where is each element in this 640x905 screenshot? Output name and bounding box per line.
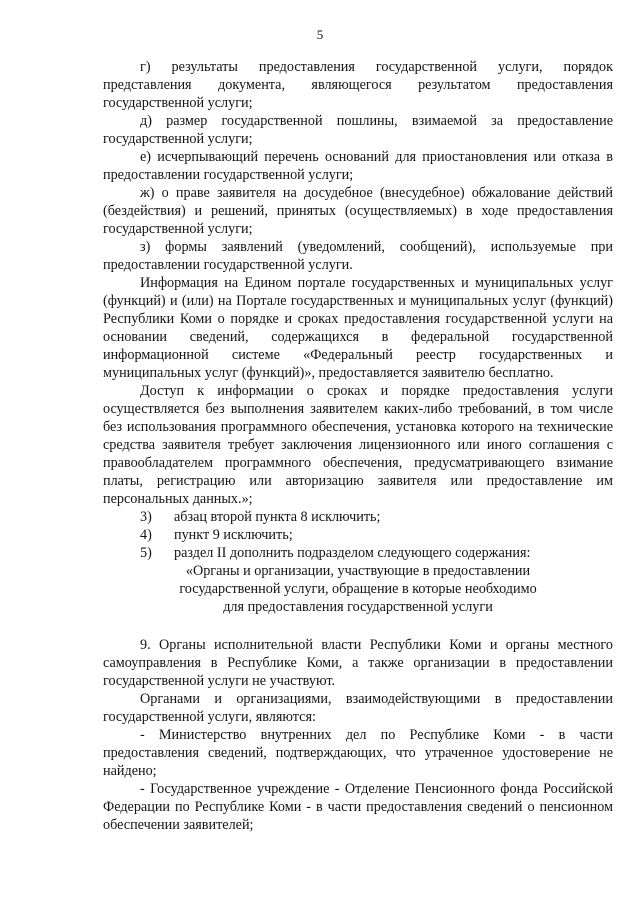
item-z: з) формы заявлений (уведомлений, сообщений), используемые при предоставлении государственной услуги. (103, 239, 613, 273)
amendment-5 (103, 544, 613, 562)
amendment-number: 5) (140, 545, 152, 561)
document-body (103, 58, 613, 834)
amendment-4 (103, 526, 613, 544)
paragraph-orgs: Органами и организациями, взаимодействующими в предоставлении государственной услуги, являются: (103, 691, 613, 725)
heading-line: «Органы и организации, участвующие в предоставлении (185, 563, 531, 579)
amendment-number: 4) (140, 527, 152, 543)
amendment-3 (103, 508, 613, 526)
amendment-text: абзац второй пункта 8 исключить; (174, 509, 381, 525)
paragraph-info: Информация на Едином портале государственных и муниципальных услуг (функций) и (или) на Портале государственных и муниципальных услуг (функций) Республики Коми о порядке и сроках предоставления государственной услуги на основании сведений, содержащихся в федеральной государственной информационной системе «Федеральный реестр государственных и муниципальных услуг (функций)», предоставляется заявителю бесплатно. (103, 275, 613, 381)
heading-line: для предоставления государственной услуги (223, 599, 493, 615)
item-zh: ж) о праве заявителя на досудебное (внесудебное) обжалование действий (бездействия) и решений, принятых (осуществляемых) в ходе предоставления государственной услуги; (103, 185, 613, 237)
spacer (103, 616, 613, 636)
page-number: 5 (316, 27, 324, 42)
paragraph-mvd: - Министерство внутренних дел по Республике Коми - в части предоставления сведений, подтверждающих, что утраченное удостоверение не найдено; (103, 727, 613, 779)
amendment-text: раздел II дополнить подразделом следующего содержания: (174, 545, 531, 561)
paragraph-access: Доступ к информации о сроках и порядке предоставления услуги осуществляется без выполнения заявителем каких-либо требований, в том числе без использования программного обеспечения, установка которого на технические средства заявителя требует заключения лицензионного или иного соглашения с правообладателем программного обеспечения, предусматривающего взимание платы, регистрацию или авторизацию заявителя или предоставление им персональных данных.»; (103, 383, 613, 507)
paragraph-pfr: - Государственное учреждение - Отделение Пенсионного фонда Российской Федерации по Республике Коми - в части предоставления сведений о пенсионном обеспечении заявителей; (103, 781, 613, 833)
amendment-number: 3) (140, 509, 152, 525)
item-d: д) размер государственной пошлины, взимаемой за предоставление государственной услуги; (103, 113, 613, 147)
heading-line: государственной услуги, обращение в которые необходимо (179, 581, 537, 597)
subsection-heading (103, 562, 613, 616)
item-g: г) результаты предоставления государственной услуги, порядок представления документа, являющегося результатом предоставления государственной услуги; (103, 59, 613, 111)
paragraph-9: 9. Органы исполнительной власти Республики Коми и органы местного самоуправления в Республике Коми, а также организации в предоставлении государственной услуги не участвуют. (103, 637, 613, 689)
item-e: е) исчерпывающий перечень оснований для приостановления или отказа в предоставлении государственной услуги; (103, 149, 613, 183)
amendment-text: пункт 9 исключить; (174, 527, 293, 543)
